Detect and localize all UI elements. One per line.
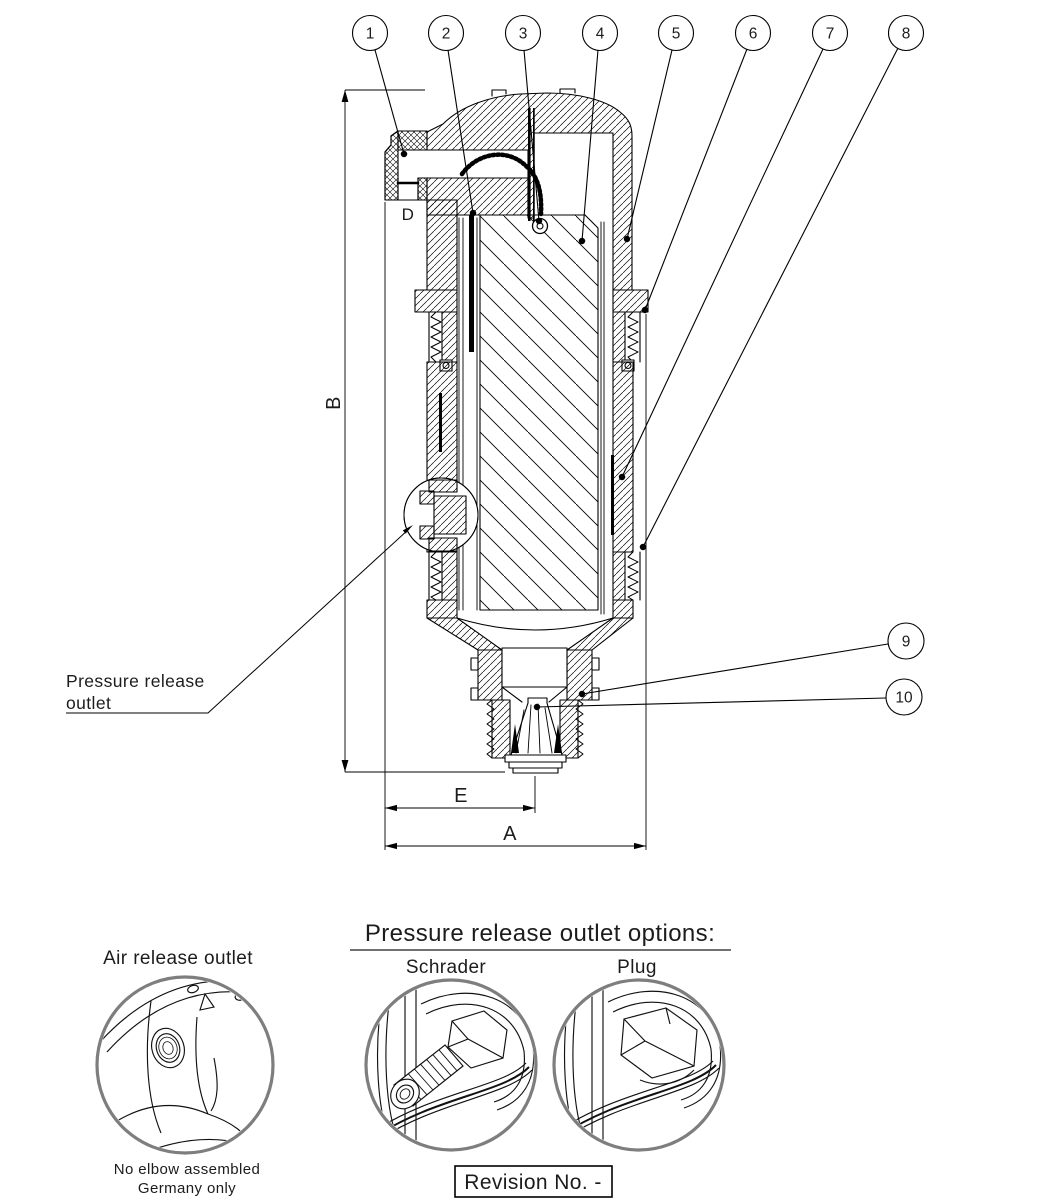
plug-art: [558, 982, 721, 1150]
pressure-release-label-line1: Pressure release: [66, 671, 205, 691]
left-flange: [415, 290, 457, 312]
lower-thread-left: [429, 552, 457, 600]
svg-text:5: 5: [671, 25, 681, 43]
dimension-a-label: A: [503, 823, 517, 845]
left-seal: [439, 393, 442, 452]
callout-1: [353, 16, 407, 157]
svg-text:8: 8: [901, 25, 911, 43]
callout-8: [640, 16, 923, 550]
filter-element: [480, 215, 598, 610]
air-passage: [427, 150, 528, 178]
dimension-b-label: B: [323, 396, 345, 410]
main-section-view: [385, 89, 648, 773]
schrader-label: Schrader: [405, 957, 487, 978]
callout-9: [579, 623, 924, 697]
svg-text:1: 1: [365, 25, 375, 43]
air-release-caption-line1: No elbow assembled: [113, 1161, 261, 1178]
callout-5: [624, 16, 693, 242]
dip-tube-section: [469, 215, 474, 352]
svg-text:2: 2: [441, 25, 451, 43]
plug-label: Plug: [617, 957, 657, 978]
right-seal: [611, 455, 614, 535]
dimension-e-label: E: [454, 785, 468, 807]
pressure-release-label: [66, 525, 413, 713]
lower-thread-right: [613, 552, 640, 600]
svg-text:9: 9: [901, 633, 911, 651]
pressure-release-label-line2: outlet: [66, 693, 112, 713]
svg-text:7: 7: [825, 25, 835, 43]
revision-label: Revision No. -: [464, 1171, 602, 1194]
svg-text:4: 4: [595, 25, 605, 43]
air-release-ring: [97, 977, 273, 1153]
pressure-release-detail-circle: [404, 478, 478, 552]
elbow-fitting: [385, 131, 427, 200]
air-release-detail: [97, 948, 293, 1197]
svg-text:3: 3: [518, 25, 528, 43]
options-heading: Pressure release outlet options:: [364, 920, 716, 947]
schrader-detail: [366, 980, 536, 1150]
dimension-d-label: D: [401, 205, 415, 224]
options-heading-group: [350, 920, 731, 978]
air-release-art: [100, 981, 293, 1152]
svg-text:6: 6: [748, 25, 758, 43]
dimension-e: [385, 776, 535, 813]
air-release-caption-line2: Germany only: [137, 1180, 237, 1197]
plug-detail: [554, 980, 724, 1150]
svg-text:10: 10: [895, 689, 913, 707]
revision-box: [455, 1166, 612, 1197]
air-release-title: Air release outlet: [103, 948, 253, 969]
callout-6: [642, 16, 770, 313]
